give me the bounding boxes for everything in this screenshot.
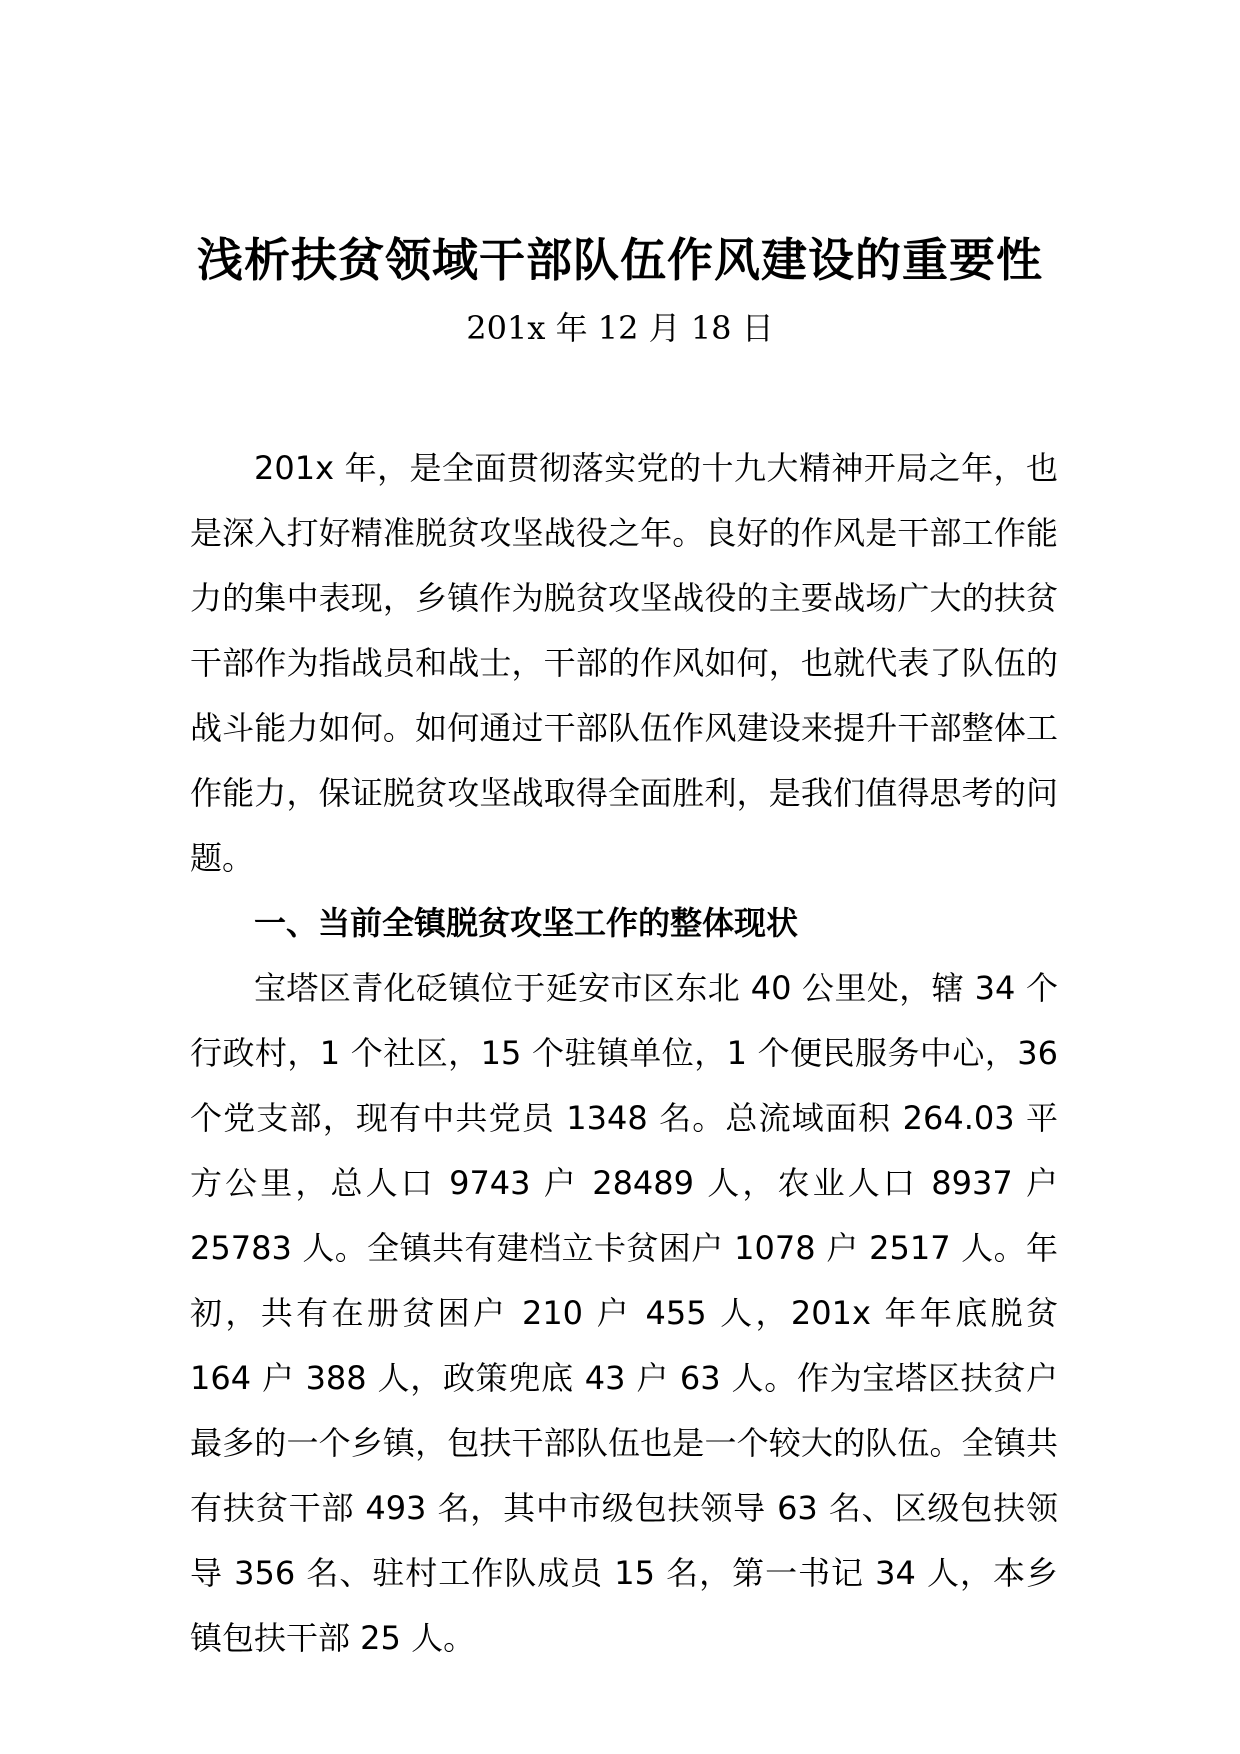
intro-paragraph: 201x 年，是全面贯彻落实党的十九大精神开局之年，也是深入打好精准脱贫攻坚战役之年。良好的作风是干部工作能力的集中表现，乡镇作为脱贫攻坚战役的主要战场广大的扶贫干部作为指战员和战士，干部的作风如何，也就代表了队伍的战斗能力如何。如何通过干部队伍作风建设来提升干部整体工作能力，保证脱贫攻坚战取得全面胜利，是我们值得思考的问题。 xyxy=(190,449,1058,877)
section-heading: 一、当前全镇脱贫攻坚工作的整体现状 xyxy=(254,904,799,942)
status-paragraph: 宝塔区青化砭镇位于延安市区东北 40 公里处，辖 34 个行政村，1 个社区，15 个驻镇单位，1 个便民服务中心，36 个党支部，现有中共党员 1348 名。总流域面积 264.03 平方公里，总人口 9743 户 28489 人，农业人口 8937 户 25783 人。全镇共有建档立卡贫困户 1078 户 2517 人。年初，共有在册贫困户 210 户 455 人，201x 年年底脱贫 164 户 388 人，政策兜底 43 户 63 人。作为宝塔区扶贫户最多的一个乡镇，包扶干部队伍也是一个较大的队伍。全镇共有扶贫干部 493 名，其中市级包扶领导 63 名、区级包扶领导 356 名、驻村工作队成员 15 名，第一书记 34 人，本乡镇包扶干部 25 人。 xyxy=(190,969,1058,1657)
document-title: 浅析扶贫领域干部队伍作风建设的重要性 xyxy=(197,233,1043,287)
document-body xyxy=(190,436,1058,1671)
document-date: 201x 年 12 月 18 日 xyxy=(466,309,774,347)
